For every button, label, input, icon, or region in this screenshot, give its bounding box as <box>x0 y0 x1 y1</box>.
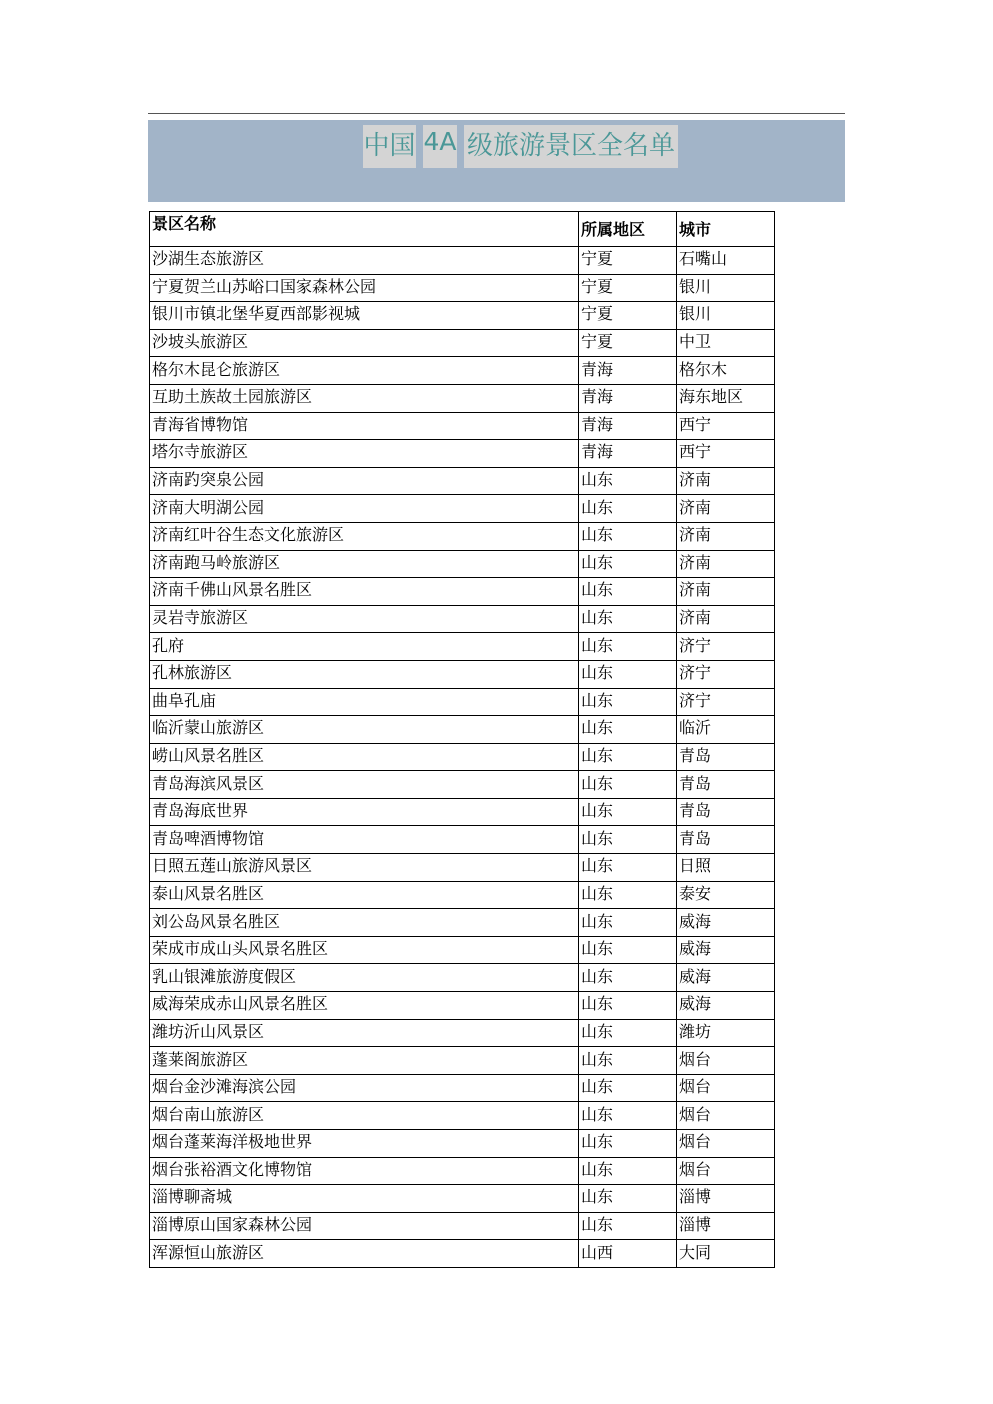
cell-scenic-name: 沙湖生态旅游区 <box>150 247 579 275</box>
cell-city: 临沂 <box>677 716 775 744</box>
cell-region: 山东 <box>579 1212 677 1240</box>
cell-city: 青岛 <box>677 771 775 799</box>
cell-scenic-name: 青岛海滨风景区 <box>150 771 579 799</box>
table-row <box>150 578 775 606</box>
cell-region: 山东 <box>579 495 677 523</box>
cell-scenic-name: 潍坊沂山风景区 <box>150 1019 579 1047</box>
cell-scenic-name: 浑源恒山旅游区 <box>150 1240 579 1268</box>
table-row <box>150 550 775 578</box>
cell-scenic-name: 乳山银滩旅游度假区 <box>150 964 579 992</box>
cell-city: 石嘴山 <box>677 247 775 275</box>
cell-region: 宁夏 <box>579 247 677 275</box>
cell-scenic-name: 济南大明湖公园 <box>150 495 579 523</box>
table-row <box>150 909 775 937</box>
cell-scenic-name: 淄博聊斋城 <box>150 1185 579 1213</box>
cell-scenic-name: 青岛啤酒博物馆 <box>150 826 579 854</box>
cell-scenic-name: 青岛海底世界 <box>150 798 579 826</box>
cell-region: 宁夏 <box>579 329 677 357</box>
cell-city: 泰安 <box>677 881 775 909</box>
cell-region: 山东 <box>579 605 677 633</box>
title-part-list: 级旅游景区全名单 <box>464 125 678 168</box>
header-city: 城市 <box>677 212 775 247</box>
cell-city: 威海 <box>677 992 775 1020</box>
cell-city: 烟台 <box>677 1074 775 1102</box>
cell-scenic-name: 银川市镇北堡华夏西部影视城 <box>150 302 579 330</box>
table-row <box>150 1157 775 1185</box>
cell-city: 日照 <box>677 854 775 882</box>
cell-scenic-name: 济南千佛山风景名胜区 <box>150 578 579 606</box>
table-row <box>150 1185 775 1213</box>
cell-scenic-name: 灵岩寺旅游区 <box>150 605 579 633</box>
table-row <box>150 633 775 661</box>
cell-region: 宁夏 <box>579 302 677 330</box>
table-row <box>150 1074 775 1102</box>
cell-city: 淄博 <box>677 1185 775 1213</box>
header-region: 所属地区 <box>579 212 677 247</box>
cell-scenic-name: 泰山风景名胜区 <box>150 881 579 909</box>
table-row <box>150 412 775 440</box>
cell-region: 山东 <box>579 633 677 661</box>
cell-region: 山东 <box>579 1130 677 1158</box>
cell-scenic-name: 济南趵突泉公园 <box>150 467 579 495</box>
cell-scenic-name: 烟台张裕酒文化博物馆 <box>150 1157 579 1185</box>
cell-region: 山东 <box>579 992 677 1020</box>
cell-city: 格尔木 <box>677 357 775 385</box>
table-row <box>150 964 775 992</box>
cell-region: 青海 <box>579 384 677 412</box>
table-row <box>150 660 775 688</box>
table-row <box>150 1212 775 1240</box>
cell-city: 烟台 <box>677 1157 775 1185</box>
cell-region: 山东 <box>579 688 677 716</box>
cell-region: 山东 <box>579 936 677 964</box>
cell-scenic-name: 淄博原山国家森林公园 <box>150 1212 579 1240</box>
cell-scenic-name: 蓬莱阁旅游区 <box>150 1047 579 1075</box>
cell-scenic-name: 崂山风景名胜区 <box>150 743 579 771</box>
cell-scenic-name: 荣成市成山头风景名胜区 <box>150 936 579 964</box>
table-row <box>150 440 775 468</box>
table-row <box>150 992 775 1020</box>
table-row <box>150 936 775 964</box>
table-row <box>150 1047 775 1075</box>
cell-city: 西宁 <box>677 412 775 440</box>
table-row <box>150 854 775 882</box>
cell-region: 山东 <box>579 1157 677 1185</box>
cell-city: 威海 <box>677 909 775 937</box>
table-header-row <box>150 212 775 247</box>
cell-city: 银川 <box>677 274 775 302</box>
cell-region: 宁夏 <box>579 274 677 302</box>
cell-city: 青岛 <box>677 743 775 771</box>
cell-region: 山东 <box>579 660 677 688</box>
table-row <box>150 881 775 909</box>
table-row <box>150 716 775 744</box>
table-row <box>150 1240 775 1268</box>
cell-scenic-name: 烟台蓬莱海洋极地世界 <box>150 1130 579 1158</box>
cell-city: 银川 <box>677 302 775 330</box>
header-rule <box>148 113 845 114</box>
cell-region: 山东 <box>579 909 677 937</box>
table-row <box>150 605 775 633</box>
cell-region: 山东 <box>579 1074 677 1102</box>
table-row <box>150 743 775 771</box>
cell-city: 西宁 <box>677 440 775 468</box>
cell-region: 山东 <box>579 550 677 578</box>
cell-city: 济南 <box>677 522 775 550</box>
cell-region: 山东 <box>579 826 677 854</box>
cell-region: 山西 <box>579 1240 677 1268</box>
title-part-4a: 4A <box>423 125 457 168</box>
cell-city: 青岛 <box>677 826 775 854</box>
table-row <box>150 357 775 385</box>
table-row <box>150 1130 775 1158</box>
cell-scenic-name: 孔府 <box>150 633 579 661</box>
cell-region: 山东 <box>579 1102 677 1130</box>
table-row <box>150 495 775 523</box>
cell-city: 济宁 <box>677 688 775 716</box>
cell-city: 淄博 <box>677 1212 775 1240</box>
cell-scenic-name: 孔林旅游区 <box>150 660 579 688</box>
table-row <box>150 826 775 854</box>
cell-region: 青海 <box>579 357 677 385</box>
table-row <box>150 688 775 716</box>
cell-region: 山东 <box>579 771 677 799</box>
cell-city: 济南 <box>677 578 775 606</box>
cell-city: 威海 <box>677 964 775 992</box>
header-scenic-name: 景区名称 <box>150 212 579 247</box>
cell-city: 济宁 <box>677 660 775 688</box>
cell-region: 山东 <box>579 743 677 771</box>
cell-region: 山东 <box>579 1185 677 1213</box>
cell-scenic-name: 曲阜孔庙 <box>150 688 579 716</box>
cell-city: 威海 <box>677 936 775 964</box>
cell-scenic-name: 沙坡头旅游区 <box>150 329 579 357</box>
cell-city: 大同 <box>677 1240 775 1268</box>
cell-city: 济南 <box>677 550 775 578</box>
scenic-spot-table <box>149 211 775 1268</box>
table-row <box>150 302 775 330</box>
cell-scenic-name: 威海荣成赤山风景名胜区 <box>150 992 579 1020</box>
cell-city: 济南 <box>677 605 775 633</box>
cell-city: 济宁 <box>677 633 775 661</box>
table-row <box>150 798 775 826</box>
cell-region: 青海 <box>579 440 677 468</box>
cell-scenic-name: 宁夏贺兰山苏峪口国家森林公园 <box>150 274 579 302</box>
table-row <box>150 329 775 357</box>
cell-scenic-name: 临沂蒙山旅游区 <box>150 716 579 744</box>
cell-city: 海东地区 <box>677 384 775 412</box>
cell-region: 山东 <box>579 522 677 550</box>
cell-city: 潍坊 <box>677 1019 775 1047</box>
table-row <box>150 1102 775 1130</box>
title-banner <box>148 120 845 202</box>
cell-scenic-name: 济南跑马岭旅游区 <box>150 550 579 578</box>
cell-scenic-name: 日照五莲山旅游风景区 <box>150 854 579 882</box>
title-part-china: 中国 <box>363 125 416 168</box>
cell-scenic-name: 烟台南山旅游区 <box>150 1102 579 1130</box>
cell-region: 山东 <box>579 716 677 744</box>
cell-scenic-name: 济南红叶谷生态文化旅游区 <box>150 522 579 550</box>
table-row <box>150 384 775 412</box>
cell-region: 山东 <box>579 854 677 882</box>
cell-scenic-name: 格尔木昆仑旅游区 <box>150 357 579 385</box>
cell-city: 济南 <box>677 467 775 495</box>
cell-scenic-name: 烟台金沙滩海滨公园 <box>150 1074 579 1102</box>
table-row <box>150 247 775 275</box>
cell-scenic-name: 塔尔寺旅游区 <box>150 440 579 468</box>
cell-city: 烟台 <box>677 1130 775 1158</box>
cell-region: 山东 <box>579 881 677 909</box>
cell-region: 山东 <box>579 578 677 606</box>
table-row <box>150 771 775 799</box>
cell-region: 山东 <box>579 1019 677 1047</box>
table-body <box>150 247 775 1268</box>
table-row <box>150 274 775 302</box>
cell-city: 烟台 <box>677 1102 775 1130</box>
cell-region: 青海 <box>579 412 677 440</box>
cell-city: 中卫 <box>677 329 775 357</box>
cell-scenic-name: 刘公岛风景名胜区 <box>150 909 579 937</box>
table-row <box>150 1019 775 1047</box>
cell-city: 烟台 <box>677 1047 775 1075</box>
cell-scenic-name: 青海省博物馆 <box>150 412 579 440</box>
cell-region: 山东 <box>579 798 677 826</box>
cell-scenic-name: 互助土族故土园旅游区 <box>150 384 579 412</box>
cell-city: 济南 <box>677 495 775 523</box>
cell-city: 青岛 <box>677 798 775 826</box>
cell-region: 山东 <box>579 1047 677 1075</box>
cell-region: 山东 <box>579 964 677 992</box>
table-row <box>150 522 775 550</box>
table-row <box>150 467 775 495</box>
cell-region: 山东 <box>579 467 677 495</box>
